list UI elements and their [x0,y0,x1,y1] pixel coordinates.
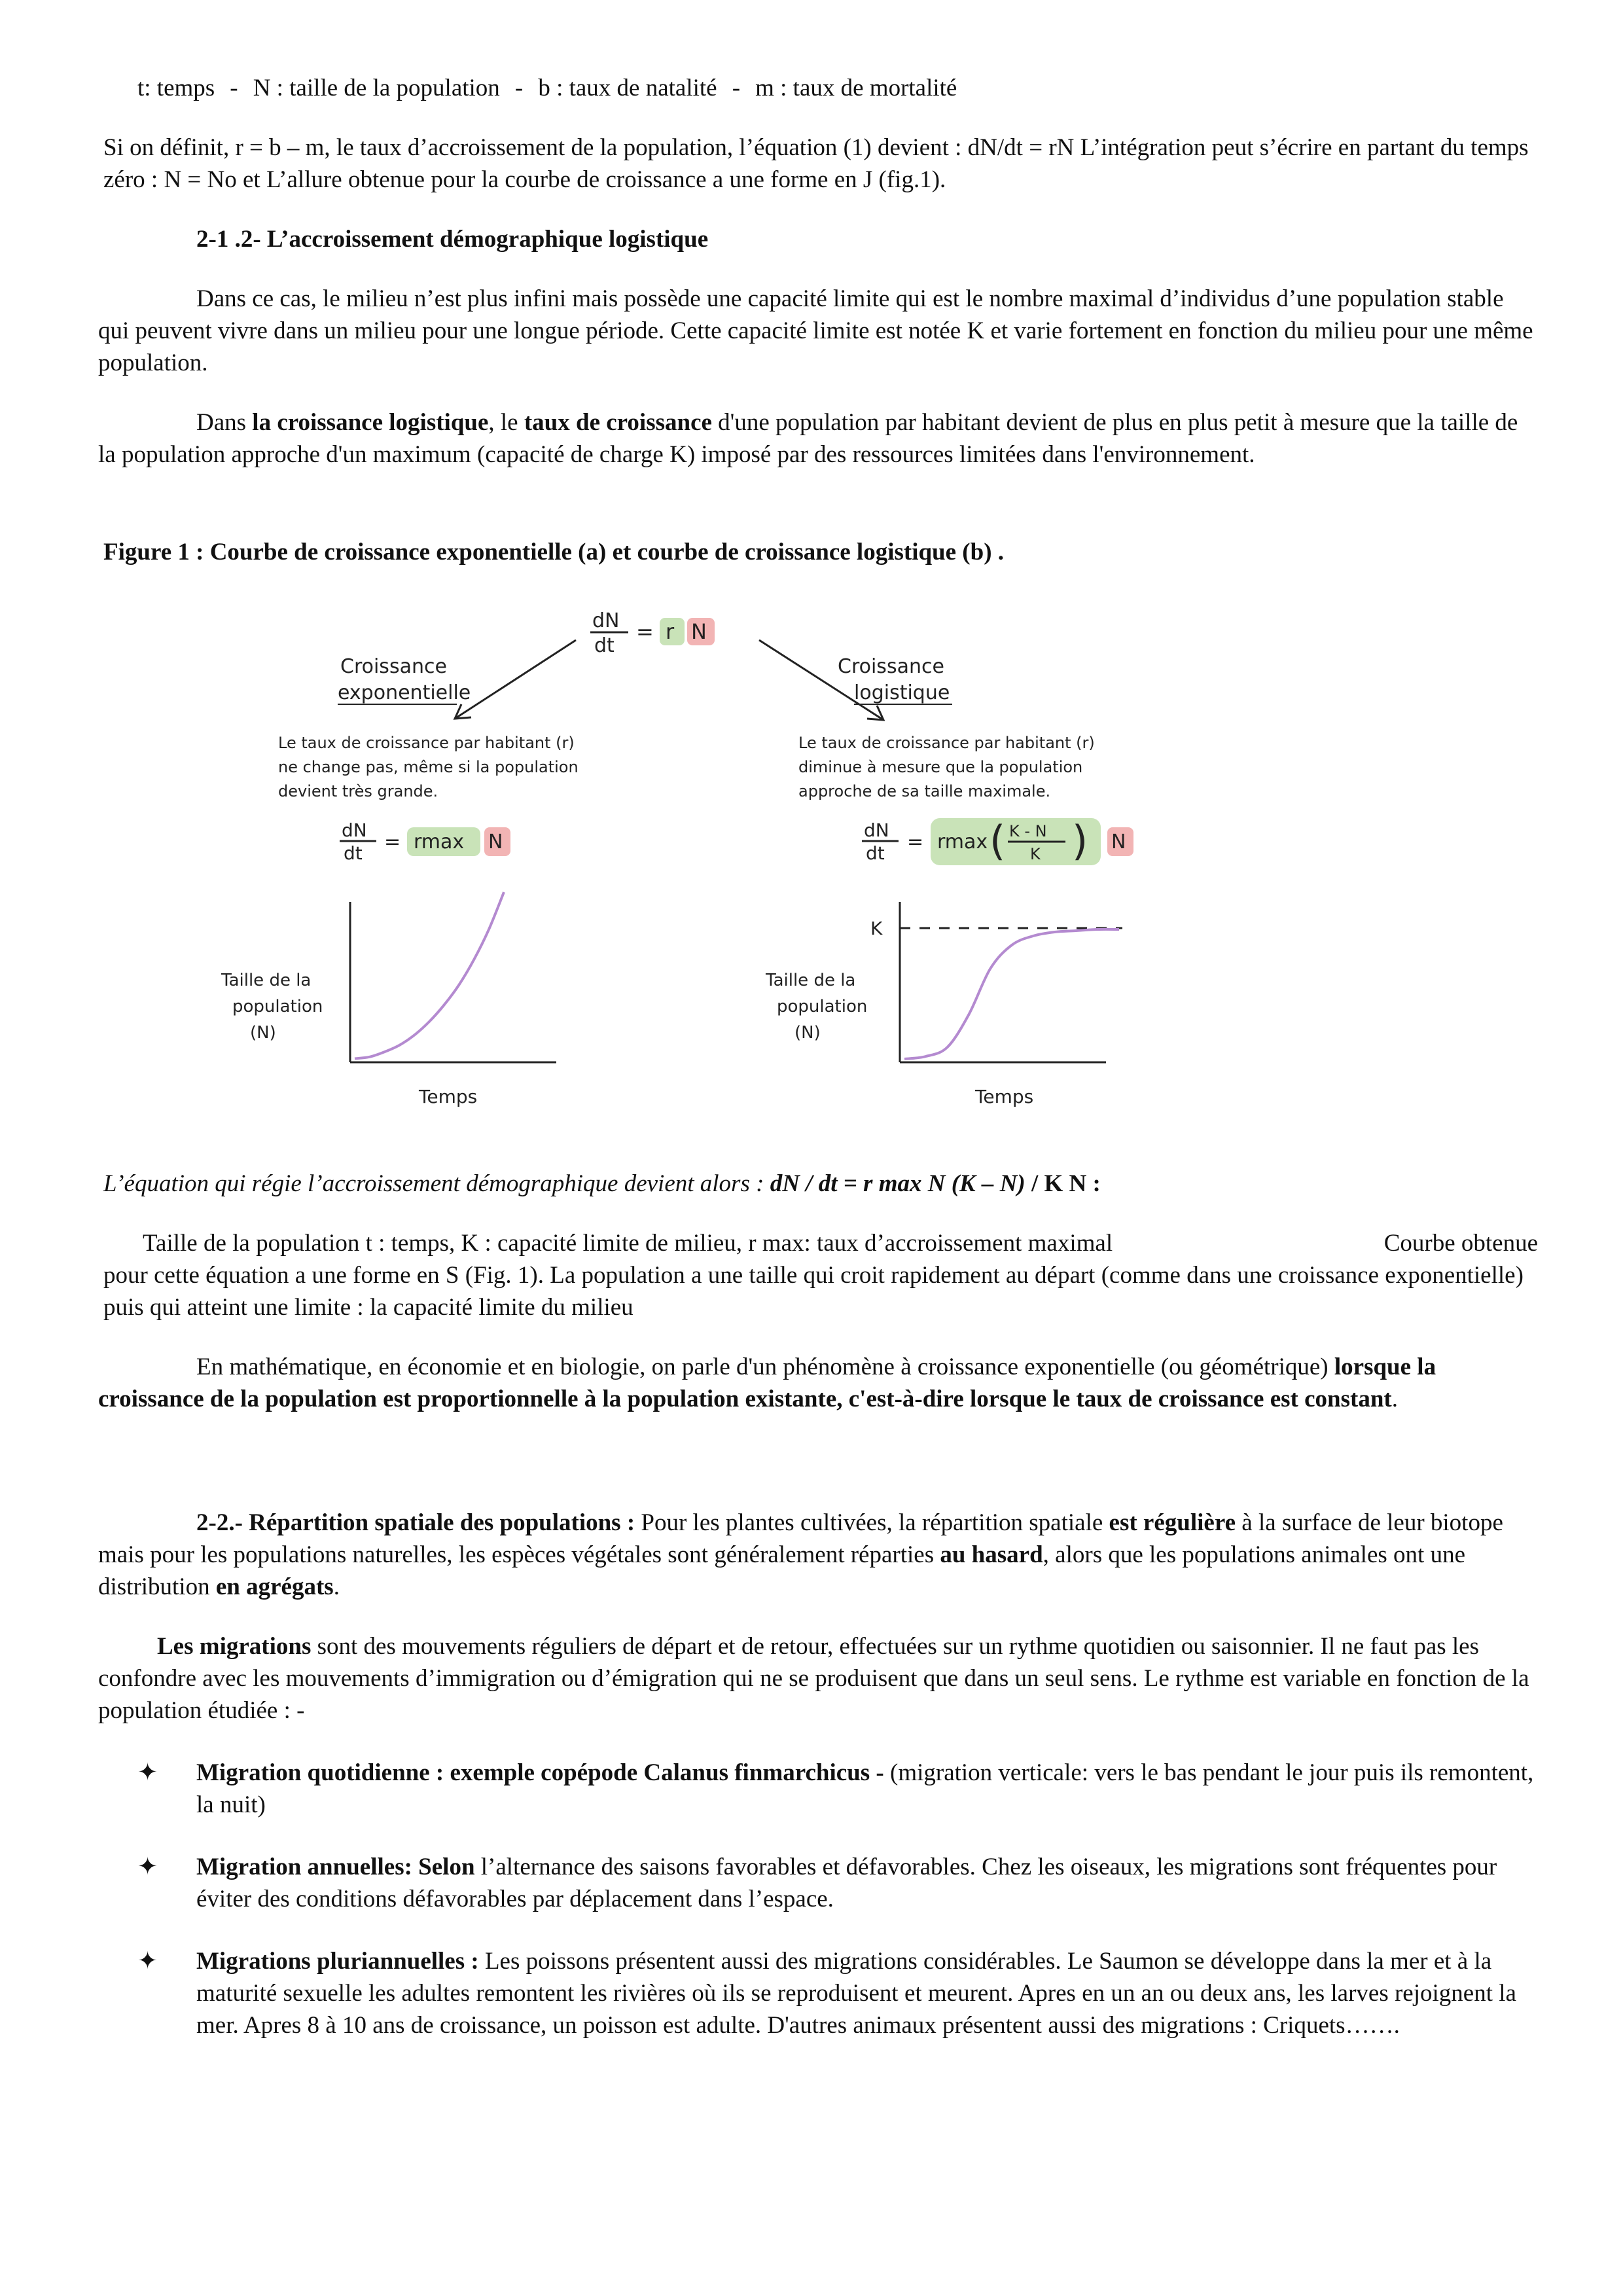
star-bullet-icon: ✦ [137,1854,158,1880]
paragraph-migrations [98,1630,1538,1727]
right-note-1: Le taux de croissance par habitant (r) [798,734,1095,752]
left-xlabel: Temps [419,1086,478,1107]
bold-run: 2-2.- Répartition spatiale des populations : [196,1509,635,1536]
bold-run: est régulière [1109,1509,1236,1536]
text-run: à la surface de leur biotope mais pour les populations naturelles, les espèces végétales sont généralement réparties [98,1509,1503,1568]
bold-run: Migration quotidienne : exemple copépode Calanus finmarchicus - [196,1759,884,1786]
text-run: Les poissons présentent aussi des migrations considérables. Le Saumon se développe dans la mer et à la maturité sexuelle les adultes remontent les rivières où ils se reproduisent et meurent. Apres en un an ou deux ans, les larves rejoignent la mer. Apres 8 à 10 ans de croissance, un poisson est adulte. D'autres animaux présentent aussi des migrations : Criquets……. [196,1948,1516,2039]
bullet-migrations-pluriannuelles [98,1945,1538,2041]
text-run: (migration verticale: vers le bas pendant le jour puis ils remontent, la nuit) [196,1759,1534,1818]
right-eq-frac-num: K - N [1009,822,1047,840]
left-eq-rmax: rmax [414,831,465,853]
text-run: d'une population par habitant devient de plus en plus petit à mesure que la taille de la population approche d'un maximum (capacité de charge K) imposé par des ressources limitées dans l'environnement. [98,409,1518,468]
bullet-text [196,1945,1538,2041]
bullet-text [196,1757,1538,1821]
right-title-1: Croissance [838,655,944,678]
right-eq-N: N [1111,831,1126,853]
bold-run: taux de croissance [524,409,712,436]
figure-svg [98,594,1538,1164]
bold-run: Migration annuelles: Selon [196,1854,475,1880]
right-note-3: approche de sa taille maximale. [798,782,1051,800]
left-title-1: Croissance [340,655,447,678]
top-eq-r: r [666,619,675,644]
left-eq-num: dN [342,819,367,841]
text-run: Dans [196,409,253,436]
text-run: l’alternance des saisons favorables et défavorables. Chez les oiseaux, les migrations sont fréquentes pour éviter des conditions défavorables par déplacement dans l’espace. [196,1854,1497,1912]
growth-curve-line [904,929,1119,1059]
paragraph-croissance-logistique [98,406,1538,471]
paragraph-taille [98,1227,1538,1323]
right-eq-paren-open: ( [990,817,1006,865]
top-eq-den: dt [594,634,615,657]
left-title-2: exponentielle [338,681,471,704]
section-heading-2-1-2: 2-1 .2- L’accroissement démographique logistique [196,226,709,253]
bullet-text [196,1851,1538,1915]
bullet-migration-quotidienne [98,1757,1538,1821]
left-ylabel-2: population [232,997,323,1016]
top-eq-num: dN [592,609,620,632]
left-ylabel-3: (N) [250,1023,276,1043]
left-ylabel-1: Taille de la [221,971,312,990]
left-eq-N: N [488,831,503,853]
text-run: En mathématique, en économie et en biologie, on parle d'un phénomène à croissance exponentielle (ou géométrique) [196,1354,1334,1380]
bold-run: en agrégats [215,1573,334,1600]
bold-run: la croissance logistique [252,409,489,436]
arrow-left [455,640,576,719]
bold-run: Migrations pluriannuelles : [196,1948,479,1975]
right-title-2: logistique [854,681,950,704]
bullet-migration-annuelles [98,1851,1538,1915]
document-page [98,72,1538,2041]
paragraph-taux-accroissement: Si on définit, r = b – m, le taux d’accroissement de la population, l’équation (1) devient : dN/dt = rN L’intégration peut s’écrire en partant du temps zéro : N = No et L’allure obtenue pour la courbe de croissance a une forme en J (fig.1). [103,134,1529,193]
arrow-right [759,640,883,720]
legend-sep: - [230,75,238,101]
bold-run: lorsque la croissance de la population est proportionnelle à la population existante, c'est-à-dire lorsque le taux de croissance est constant [98,1354,1436,1412]
figure-title: Figure 1 : Courbe de croissance exponentielle (a) et courbe de croissance logistique (b) . [103,539,1005,565]
text-run: , le [488,409,524,436]
right-eq-den: dt [866,842,885,864]
legend-sep: - [514,75,524,101]
star-bullet-icon: ✦ [137,1759,158,1786]
legend-sep: - [732,75,741,101]
right-eq-equals: = [907,831,924,853]
text-run: sont des mouvements réguliers de départ et de retour, effectuées sur un rythme quotidien ou saisonnier. Il ne faut pas les confondre avec les mouvements d’immigration ou d’émigration qui ne se produisent que dans un seul sens. Le rythme est variable en fonction de la population étudiée : - [98,1633,1529,1724]
bold-run: Les migrations [157,1633,312,1660]
left-note-3: devient très grande. [278,782,438,800]
bold-run: au hasard [940,1541,1043,1568]
right-chart-series [904,929,1119,1059]
right-eq-paren-close: ) [1072,817,1088,865]
equation-line [98,1168,1538,1200]
legend-N: N : taille de la population [253,75,500,101]
left-note-1: Le taux de croissance par habitant (r) [278,734,575,752]
paragraph-mathematique [98,1351,1538,1415]
right-ylabel-3: (N) [794,1023,821,1043]
text-run: Taille de la population t : temps, K : capacité limite de milieu, r max: taux d’accroissement maximal [143,1230,1113,1257]
left-eq-den: dt [344,842,363,864]
left-note-2: ne change pas, même si la population [278,758,579,776]
variable-legend [98,72,1538,104]
right-ylabel-1: Taille de la [766,971,856,990]
right-eq-num: dN [864,819,889,841]
right-note-2: diminue à mesure que la population [798,758,1083,776]
left-chart-series [355,892,504,1058]
left-eq-equals: = [384,831,401,853]
legend-m: m : taux de mortalité [755,75,957,101]
text-run: pour cette équation a une forme en S (Fig. 1). La population a une taille qui croit rapidement au départ (comme dans une croissance exponentielle) puis qui atteint une limite : la capacité limite du milieu [103,1262,1524,1321]
k-label: K [870,918,883,939]
text-run: . [1391,1386,1398,1412]
right-xlabel: Temps [975,1086,1034,1107]
growth-curve-line [355,892,504,1058]
paragraph-repartition [98,1507,1538,1603]
text-run: . [333,1573,340,1600]
star-bullet-icon: ✦ [137,1948,158,1975]
right-ylabel-2: population [777,997,868,1016]
text-run: L’équation qui régie l’accroissement démographique devient alors : [103,1170,770,1197]
text-run: , alors que les populations animales ont une distribution [98,1541,1465,1600]
bold-italic-run: dN / dt = r max N (K – N) [770,1170,1026,1197]
paragraph-capacite-limite: Dans ce cas, le milieu n’est plus infini mais possède une capacité limite qui est le nombre maximal d’individus d’une population stable qui peuvent vivre dans un milieu pour une longue période. Cette capacité limite est notée K et varie fortement en fonction du milieu pour une même population. [98,285,1533,376]
top-eq-N: N [691,619,707,644]
top-eq-equals: = [636,619,654,644]
legend-t: t: temps [137,75,215,101]
right-eq-rmax: rmax [937,831,988,853]
bold-run: / K N : [1025,1170,1101,1197]
text-run: Pour les plantes cultivées, la répartition spatiale [635,1509,1109,1536]
figure-1 [98,594,1538,1164]
text-run: Courbe obtenue [1383,1230,1538,1257]
right-eq-frac-den: K [1030,845,1041,863]
legend-b: b : taux de natalité [538,75,717,101]
